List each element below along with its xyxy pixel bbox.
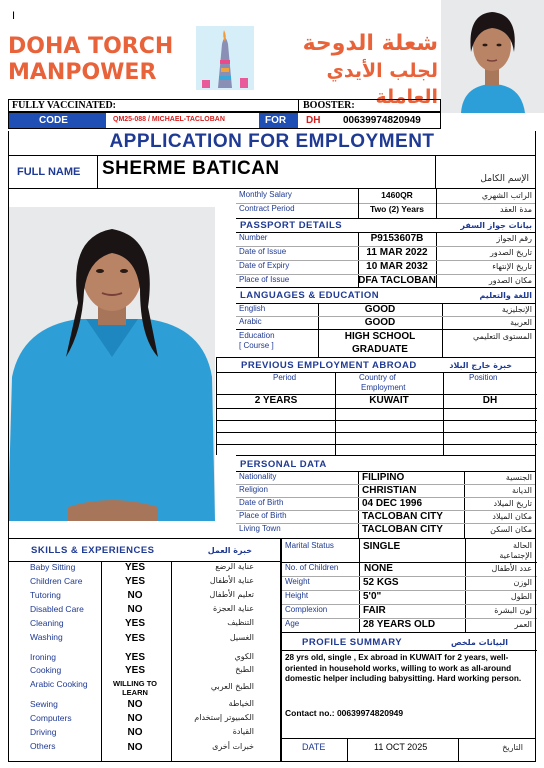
col-country-1: Country of bbox=[359, 373, 396, 382]
skill-row-babysitting bbox=[8, 561, 276, 575]
for-label: FOR bbox=[265, 115, 287, 126]
skill-arabic: التنظيف bbox=[227, 618, 254, 627]
pob-label: Place of Birth bbox=[239, 511, 287, 520]
skill-label: Computers bbox=[30, 713, 72, 723]
skill-label: Disabled Care bbox=[30, 604, 84, 614]
company-name-ar bbox=[262, 30, 438, 110]
full-name-row bbox=[8, 155, 536, 189]
skill-arabic: عناية الرضع bbox=[215, 562, 254, 571]
skill-row-sewing bbox=[8, 698, 276, 712]
salary-arabic: الراتب الشهري bbox=[481, 191, 532, 200]
passport-number-label: Number bbox=[239, 233, 268, 242]
salary-label: Monthly Salary bbox=[239, 190, 292, 199]
employment-country-value: KUWAIT bbox=[369, 395, 409, 406]
full-name-value: SHERME BATICAN bbox=[102, 158, 280, 179]
page-title: APPLICATION FOR EMPLOYMENT bbox=[8, 131, 536, 155]
col-country-2: Employment bbox=[361, 383, 406, 392]
employment-period-value: 2 YEARS bbox=[254, 395, 298, 406]
passport-place-label: Place of Issue bbox=[239, 275, 290, 284]
passport-number-arabic: رقم الجواز bbox=[496, 234, 532, 243]
education-label-2: [ Course ] bbox=[239, 341, 274, 350]
weight-value: 52 KGS bbox=[363, 577, 399, 588]
date-label: DATE bbox=[302, 742, 326, 752]
education-arabic: المستوى التعليمي bbox=[472, 332, 532, 341]
code-value: QM25-088 / MICHAEL-TACLOBAN bbox=[113, 116, 225, 123]
marital-arabic-2: الإجتماعية bbox=[499, 551, 532, 560]
children-label: No. of Children bbox=[285, 563, 339, 572]
skills-heading: SKILLS & EXPERIENCES bbox=[31, 545, 155, 556]
passport-number-value: P9153607B bbox=[370, 233, 424, 244]
full-name-label: FULL NAME bbox=[17, 166, 81, 178]
for-value: DH bbox=[306, 115, 321, 126]
skill-value: YES bbox=[124, 618, 145, 629]
passport-section bbox=[236, 218, 536, 286]
date-row bbox=[281, 738, 536, 762]
passport-expiry-arabic: تاريخ الإنتهاء bbox=[492, 262, 532, 271]
religion-value: CHRISTIAN bbox=[362, 485, 417, 496]
english-label: English bbox=[239, 304, 266, 313]
languages-heading-arabic: اللغة والتعليم bbox=[479, 291, 532, 300]
full-name-arabic: الإسم الكامل bbox=[480, 174, 529, 184]
employment-heading: PREVIOUS EMPLOYMENT ABROAD bbox=[241, 360, 417, 371]
skill-value: WILLING TO LEARN bbox=[112, 679, 158, 697]
passport-expiry-label: Date of Expiry bbox=[239, 261, 290, 270]
employment-section bbox=[216, 357, 536, 455]
skill-label: Ironing bbox=[30, 652, 56, 662]
children-value: NONE bbox=[364, 563, 393, 574]
skill-row-tutoring bbox=[8, 589, 276, 603]
complexion-label: Complexion bbox=[285, 605, 328, 614]
living-town-value: TACLOBAN CITY bbox=[362, 524, 443, 535]
religion-arabic: الديانة bbox=[511, 486, 532, 495]
skill-row-cooking bbox=[8, 664, 276, 678]
passport-place-arabic: مكان الصدور bbox=[488, 276, 532, 285]
applicant-photo-small bbox=[441, 0, 544, 113]
children-arabic: عدد الأطفال bbox=[491, 564, 532, 573]
skill-row-driving bbox=[8, 726, 276, 740]
pob-arabic: مكان الميلاد bbox=[492, 512, 532, 521]
skill-row-washing bbox=[8, 631, 276, 649]
skill-label: Baby Sitting bbox=[30, 562, 76, 572]
skill-value: YES bbox=[124, 665, 145, 676]
skill-label: Cleaning bbox=[30, 618, 64, 628]
company-name-en bbox=[8, 34, 173, 86]
company-name-ar-line2: لجلب الأيدي العاملة bbox=[326, 60, 438, 108]
passport-issue-label: Date of Issue bbox=[239, 247, 287, 256]
skills-heading-arabic: خبرة العمل bbox=[207, 546, 252, 555]
arabic-value: GOOD bbox=[364, 317, 396, 328]
nationality-label: Nationality bbox=[239, 472, 277, 481]
profile-heading: PROFILE SUMMARY bbox=[302, 637, 403, 648]
profile-text: 28 yrs old, single , Ex abroad in KUWAIT for 2 years, well-oriented in household works, willing to work as all-around domestic helper including babysitting. Hard working person. bbox=[285, 653, 522, 683]
skill-label: Driving bbox=[30, 727, 57, 737]
passport-heading-arabic: بيانات جواز السفر bbox=[460, 221, 532, 230]
skill-arabic: الغسيل bbox=[229, 633, 254, 642]
skill-value: NO bbox=[127, 727, 143, 738]
skill-row-arabiccooking bbox=[8, 678, 276, 698]
code-phone: 00639974820949 bbox=[343, 115, 421, 126]
passport-expiry-value: 10 MAR 2032 bbox=[366, 261, 428, 272]
skill-label: Sewing bbox=[30, 699, 58, 709]
passport-heading: PASSPORT DETAILS bbox=[240, 220, 343, 231]
complexion-value: FAIR bbox=[363, 605, 386, 616]
living-town-arabic: مكان السكن bbox=[490, 525, 532, 534]
complexion-arabic: لون البشرة bbox=[494, 606, 532, 615]
age-value: 28 YEARS OLD bbox=[363, 619, 436, 630]
skill-value: NO bbox=[127, 590, 143, 601]
height-value: 5'0" bbox=[363, 591, 382, 602]
skill-value: YES bbox=[124, 633, 145, 644]
passport-place-value: DFA TACLOBAN bbox=[358, 275, 436, 286]
employment-position-value: DH bbox=[482, 395, 498, 406]
skill-row-computers bbox=[8, 712, 276, 726]
dob-arabic: تاريخ الميلاد bbox=[493, 499, 532, 508]
applicant-photo bbox=[8, 207, 215, 521]
arabic-arabic: العربية bbox=[510, 318, 532, 327]
contract-period-arabic: مدة العقد bbox=[500, 205, 532, 214]
arabic-label: Arabic bbox=[239, 317, 262, 326]
employment-heading-arabic: خبرة خارج البلاد bbox=[449, 361, 512, 370]
skill-arabic: الكوي bbox=[234, 652, 254, 661]
col-period: Period bbox=[273, 373, 297, 382]
skill-label: Children Care bbox=[30, 576, 83, 586]
dob-value: 04 DEC 1996 bbox=[362, 498, 423, 509]
skill-value: YES bbox=[124, 652, 145, 663]
skill-arabic: القيادة bbox=[232, 727, 254, 736]
skill-label: Others bbox=[30, 741, 56, 751]
age-arabic: العمر bbox=[514, 620, 532, 629]
skill-row-disabledcare bbox=[8, 603, 276, 617]
height-arabic: الطول bbox=[510, 592, 532, 601]
profile-section bbox=[281, 632, 536, 738]
marital-label: Marital Status bbox=[285, 541, 334, 550]
company-name-ar-line1: شعلة الدوحة bbox=[302, 31, 438, 56]
weight-arabic: الوزن bbox=[513, 578, 532, 587]
booster-label: BOOSTER: bbox=[303, 100, 355, 111]
col-position: Position bbox=[469, 373, 498, 382]
nationality-arabic: الجنسية bbox=[505, 473, 532, 482]
skill-label: Washing bbox=[30, 632, 63, 642]
dob-label: Date of Birth bbox=[239, 498, 284, 507]
profile-contact: Contact no.: 00639974820949 bbox=[285, 708, 404, 718]
weight-label: Weight bbox=[285, 577, 310, 586]
languages-section bbox=[236, 287, 536, 357]
skill-arabic: الطبخ العربي bbox=[210, 682, 254, 691]
english-value: GOOD bbox=[364, 304, 396, 315]
skill-arabic: عناية العجزة bbox=[213, 604, 254, 613]
skill-label: Tutoring bbox=[30, 590, 61, 600]
skill-value: YES bbox=[124, 562, 145, 573]
vaccinated-label: FULLY VACCINATED: bbox=[12, 100, 117, 111]
skill-value: NO bbox=[127, 699, 143, 710]
skill-arabic: عناية الأطفال bbox=[209, 576, 254, 585]
salary-value: 1460QR bbox=[381, 190, 413, 200]
skill-value: NO bbox=[127, 713, 143, 724]
contract-period-value: Two (2) Years bbox=[369, 204, 424, 214]
height-label: Height bbox=[285, 591, 309, 600]
nationality-value: FILIPINO bbox=[362, 472, 405, 483]
date-value: 11 OCT 2025 bbox=[374, 742, 428, 752]
code-bar bbox=[8, 112, 441, 129]
religion-label: Religion bbox=[239, 485, 268, 494]
company-name-line2: MANPOWER bbox=[8, 60, 157, 85]
living-town-label: Living Town bbox=[239, 524, 281, 533]
skill-arabic: تعليم الأطفال bbox=[209, 590, 254, 599]
education-value-1: HIGH SCHOOL bbox=[344, 331, 416, 342]
english-arabic: الإنجليزية bbox=[501, 305, 532, 314]
personal-heading: PERSONAL DATA bbox=[240, 459, 327, 470]
personal-section bbox=[236, 455, 536, 538]
skill-label: Cooking bbox=[30, 665, 62, 675]
passport-issue-value: 11 MAR 2022 bbox=[366, 247, 428, 258]
contract-section bbox=[236, 189, 536, 218]
marital-arabic-1: الحالة bbox=[513, 541, 532, 550]
skill-row-childcare bbox=[8, 575, 276, 589]
skill-value: NO bbox=[127, 604, 143, 615]
skill-label: Arabic Cooking bbox=[30, 679, 88, 689]
skill-row-ironing bbox=[8, 651, 276, 665]
skill-value: NO bbox=[127, 742, 143, 753]
personal-section-2 bbox=[281, 538, 536, 632]
corner-mark: I bbox=[12, 10, 16, 22]
skill-arabic: الكمبيوتر إستخدام bbox=[194, 713, 254, 722]
skill-row-others bbox=[8, 740, 276, 758]
skill-arabic: خبرات أخرى bbox=[212, 742, 254, 751]
date-arabic: التاريخ bbox=[502, 743, 523, 752]
education-label-1: Education bbox=[239, 331, 275, 340]
vaccination-bar bbox=[8, 99, 441, 112]
torch-logo bbox=[196, 26, 254, 90]
pob-value: TACLOBAN CITY bbox=[362, 511, 443, 522]
skill-arabic: الطبخ bbox=[235, 665, 254, 674]
profile-heading-arabic: البيانات ملخص bbox=[450, 638, 508, 647]
skill-row-cleaning bbox=[8, 617, 276, 631]
code-label: CODE bbox=[39, 115, 68, 126]
education-value-2: GRADUATE bbox=[352, 344, 408, 355]
skill-arabic: الخياطة bbox=[228, 699, 254, 708]
contract-period-label: Contract Period bbox=[239, 204, 295, 213]
languages-heading: LANGUAGES & EDUCATION bbox=[240, 290, 380, 301]
age-label: Age bbox=[285, 619, 300, 628]
passport-issue-arabic: تاريخ الصدور bbox=[490, 248, 532, 257]
company-name-line1: DOHA TORCH bbox=[8, 34, 174, 59]
skill-value: YES bbox=[124, 576, 145, 587]
marital-value: SINGLE bbox=[363, 541, 401, 552]
